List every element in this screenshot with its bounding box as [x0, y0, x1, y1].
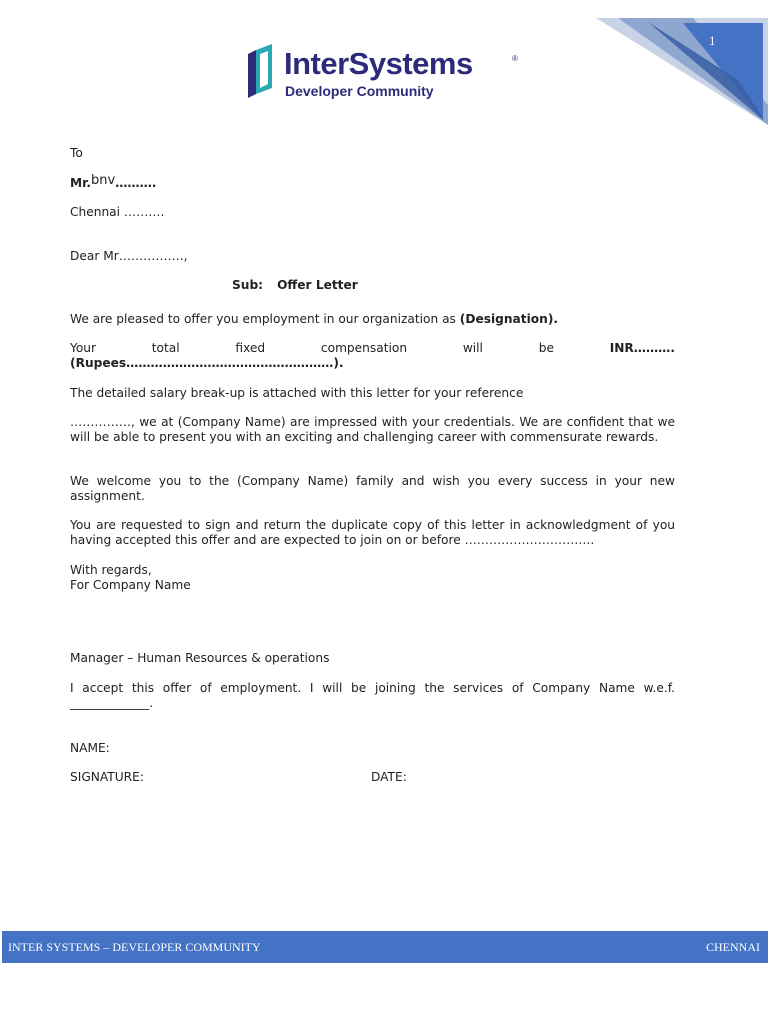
subject-value: Offer Letter — [277, 278, 358, 292]
name-label: NAME: — [70, 741, 110, 755]
footer-organization: INTER SYSTEMS – DEVELOPER COMMUNITY — [8, 940, 261, 954]
page-number: 1 — [709, 33, 716, 48]
intersystems-logo — [246, 44, 536, 104]
compensation-line — [70, 341, 675, 355]
comp-word: total — [151, 341, 180, 355]
comp-rupees: (Rupees……………………………………………). — [70, 356, 344, 370]
designation-text: We are pleased to offer you employment in our organization as — [70, 312, 460, 326]
recipient-name: bnv — [91, 173, 116, 188]
signatory-title: Manager – Human Resources & operations — [70, 651, 330, 665]
comp-word: fixed — [235, 341, 266, 355]
mr-prefix: Mr. — [70, 176, 92, 190]
salutation: Dear Mr……………., — [70, 249, 188, 263]
corner-decoration — [588, 0, 768, 125]
paragraph-sign-return: You are requested to sign and return the duplicate copy of this letter in acknowledgment of you having accepted this offer and are expected to join on or before ………………………….. — [70, 518, 675, 547]
subject-label: Sub: — [232, 278, 264, 292]
paragraph-welcome: We welcome you to the (Company Name) family and wish you every success in your new assignment. — [70, 474, 675, 503]
paragraph-designation — [70, 312, 558, 326]
comp-word: compensation — [320, 341, 408, 355]
city-line: Chennai ………. — [70, 205, 165, 219]
acceptance-statement: I accept this offer of employment. I will be joining the services of Company Name w.e.f. _____________. — [70, 681, 675, 710]
designation-placeholder: (Designation). — [459, 312, 559, 326]
comp-inr: INR………. — [609, 341, 675, 355]
to-label: To — [70, 146, 83, 160]
footer-city: CHENNAI — [706, 940, 760, 954]
date-label: DATE: — [371, 770, 407, 784]
regards: With regards, — [70, 563, 152, 577]
footer-bar — [2, 931, 768, 963]
recipient-dots: ………. — [115, 176, 157, 190]
comp-word: will — [462, 341, 483, 355]
brand-tagline: Developer Community — [285, 83, 434, 99]
paragraph-credentials: ……………, we at (Company Name) are impressed with your credentials. We are confident that we will be able to present you with an exciting and challenging career with commensurate rewards. — [70, 415, 675, 444]
intersystems-mark-icon — [246, 44, 276, 102]
comp-word: be — [538, 341, 554, 355]
brand-name: InterSystems — [284, 46, 473, 81]
for-company: For Company Name — [70, 578, 191, 592]
recipient-line — [70, 173, 157, 191]
registered-mark: ® — [512, 54, 518, 63]
signature-label: SIGNATURE: — [70, 770, 144, 784]
paragraph-salary-breakup: The detailed salary break-up is attached with this letter for your reference — [70, 386, 524, 400]
comp-word: Your — [70, 341, 97, 355]
subject-line — [232, 278, 358, 292]
